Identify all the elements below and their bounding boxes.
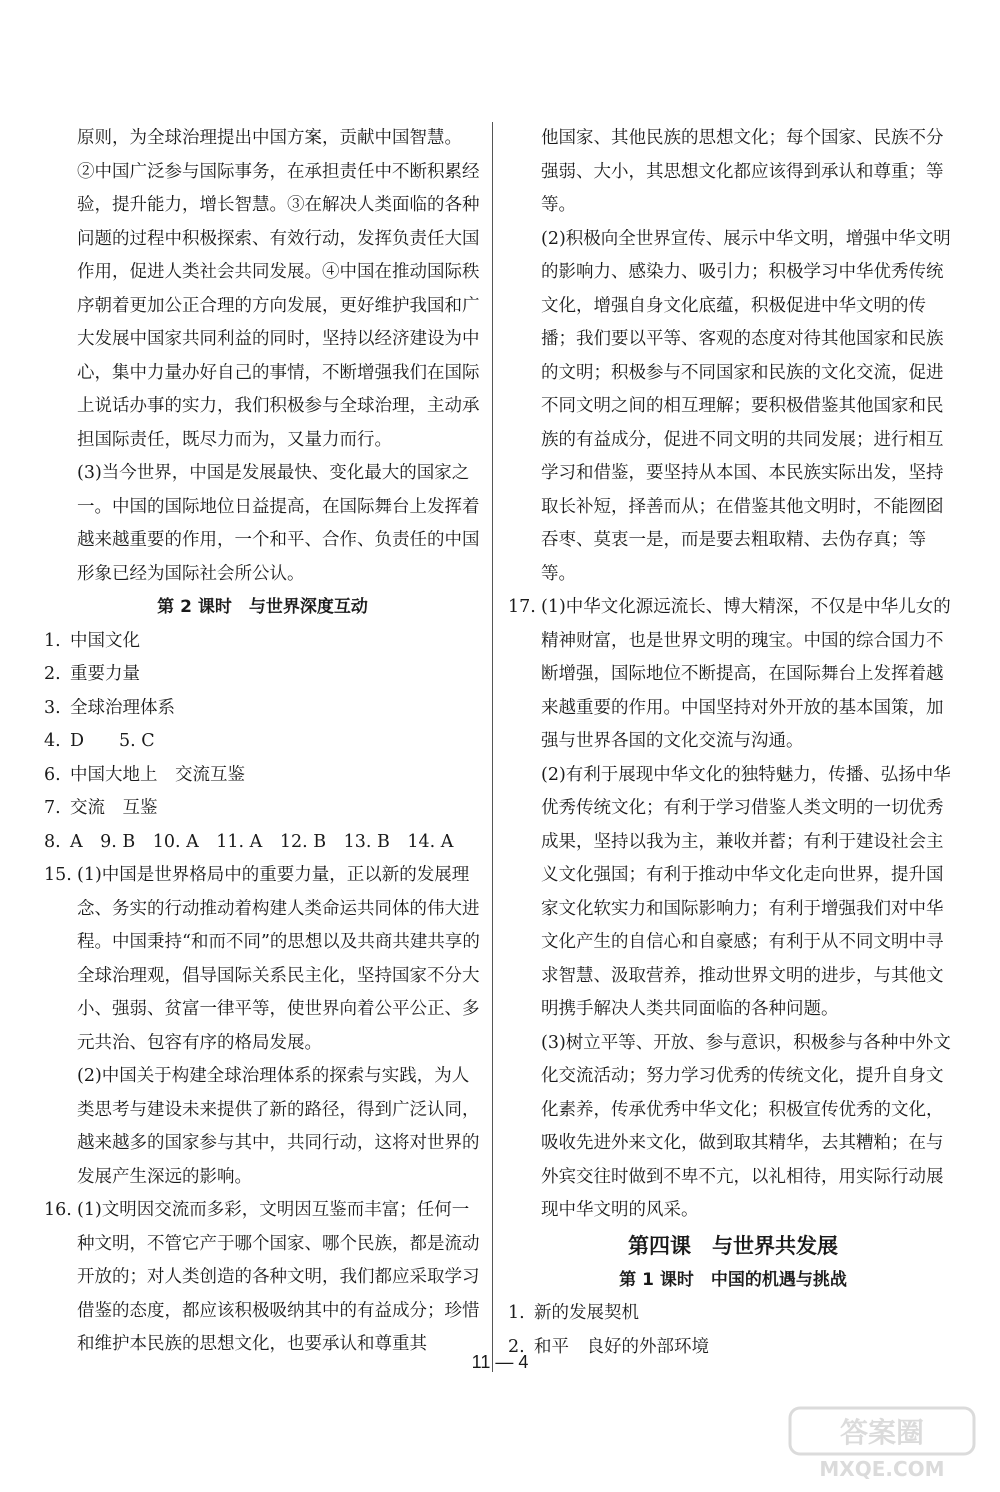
answer-text: 全球治理体系 <box>70 697 175 718</box>
section-title: 第 2 课时 与世界深度互动 <box>157 597 368 617</box>
lesson-title: 第四课 与世界共发展 <box>628 1233 838 1258</box>
answer-number: 17. <box>508 597 536 617</box>
answer-number: 16. <box>44 1200 72 1220</box>
answer-number: 3. <box>44 697 61 718</box>
answer-number: 1. <box>508 1303 525 1323</box>
answer-item <box>44 692 481 726</box>
answer-text: 中国大地上 交流互鉴 <box>70 764 245 785</box>
answer-paragraph: 他国家、其他民族的思想文化；每个国家、民族不分强弱、大小，其思想文化都应该得到承认和尊重；等等。 <box>541 128 944 215</box>
answer-item <box>44 826 481 860</box>
answer-number: 15. <box>44 865 72 885</box>
answer-text: 中国文化 <box>70 630 140 651</box>
watermark-logo <box>782 1402 982 1482</box>
answer-paragraph: (2)有利于展现中华文化的独特魅力，传播、弘扬中华优秀传统文化；有利于学习借鉴人类文明的一切优秀成果，坚持以我为主，兼收并蓄；有利于建设社会主义文化强国；有利于推动中华文化走向世界，提升国家文化软实力和国际影响力；有利于增强我们对中华文化产生的自信心和自豪感；有利于从不同文明中寻求智慧、汲取营养，推动世界文明的进步，与其他文明携手解决人类共同面临的各种问题。 <box>541 764 951 1019</box>
answer-number: 2. <box>44 664 61 684</box>
answer-text: (1)中华文化源远流长、博大精深，不仅是中华儿女的精神财富，也是世界文明的瑰宝。中国的综合国力不断增强，国际地位不断提高，在国际舞台上发挥着越来越重要的作用。中国坚持对外开放的基本国策，加强与世界各国的文化交流与沟通。 <box>541 597 951 751</box>
page-number: 11 — 4 <box>471 1352 529 1372</box>
answer-item <box>44 658 481 692</box>
answer-number: 8. <box>44 831 61 852</box>
right-column <box>508 122 958 1364</box>
answer-number: 2. <box>508 1336 525 1357</box>
left-column <box>44 122 481 1362</box>
answer-item <box>44 725 481 759</box>
svg-text:MXQE.COM: MXQE.COM <box>819 1457 945 1481</box>
answer-text: A 9. B 10. A 11. A 12. B 13. B 14. A <box>70 831 454 852</box>
answer-paragraph: (3)当今世界，中国是发展最快、变化最大的国家之一。中国的国际地位日益提高，在国际舞台上发挥着越来越重要的作用，一个和平、合作、负责任的中国形象已经为国际社会所公认。 <box>77 463 480 584</box>
answer-text: D 5. C <box>70 731 155 751</box>
answer-item <box>44 625 481 659</box>
answer-text: 交流 互鉴 <box>70 798 158 818</box>
answer-text: 重要力量 <box>70 664 140 684</box>
answer-item <box>44 792 481 826</box>
answer-number: 6. <box>44 764 61 785</box>
answer-number: 4. <box>44 731 61 751</box>
answer-item <box>44 759 481 793</box>
question-16 <box>44 1194 481 1362</box>
answer-paragraph: (3)树立平等、开放、参与意识，积极参与各种中外文化交流活动；努力学习优秀的传统文化，提升自身文化素养，传承优秀中华文化；积极宣传优秀的文化，吸收先进外来文化，做到取其精华，去其糟粕；在与外宾交往时做到不卑不亢，以礼相待，用实际行动展现中华文明的风采。 <box>541 1032 951 1220</box>
svg-text:答案圈: 答案圈 <box>839 1416 925 1449</box>
answer-number: 1. <box>44 630 61 651</box>
answer-item <box>508 1297 958 1331</box>
answer-text: 和平 良好的外部环境 <box>534 1336 709 1357</box>
question-15 <box>44 859 481 1060</box>
answer-text: (1)中国是世界格局中的重要力量，正以新的发展理念、务实的行动推动着构建人类命运共同体的伟大进程。中国秉持“和而不同”的思想以及共商共建共享的全球治理观，倡导国际关系民主化，坚持国家不分大小、强弱、贫富一律平等，使世界向着公平公正、多元共治、包容有序的格局发展。 <box>77 865 480 1053</box>
question-17 <box>508 591 958 759</box>
answer-number: 7. <box>44 798 61 818</box>
answer-paragraph: 原则，为全球治理提出中国方案，贡献中国智慧。 <box>77 128 462 148</box>
answer-text: (1)文明因交流而多彩，文明因互鉴而丰富；任何一种文明，不管它产于哪个国家、哪个民族，都是流动开放的；对人类创造的各种文明，我们都应采取学习借鉴的态度，都应该积极吸纳其中的有益成分；珍惜和维护本民族的思想文化，也要承认和尊重其 <box>77 1200 480 1354</box>
answer-paragraph: ②中国广泛参与国际事务，在承担责任中不断积累经验，提升能力，增长智慧。③在解决人类面临的各种问题的过程中积极探索、有效行动，发挥负责任大国作用，促进人类社会共同发展。④中国在推动国际秩序朝着更加公正合理的方向发展，更好维护我国和广大发展中国家共同利益的同时，坚持以经济建设为中心，集中力量办好自己的事情，不断增强我们在国际上说话办事的实力，我们积极参与全球治理，主动承担国际责任，既尽力而为，又量力而行。 <box>77 161 480 450</box>
answer-paragraph: (2)中国关于构建全球治理体系的探索与实践，为人类思考与建设未来提供了新的路径，得到广泛认同，越来越多的国家参与其中，共同行动，这将对世界的发展产生深远的影响。 <box>77 1066 480 1187</box>
column-divider <box>492 122 493 1372</box>
answer-paragraph: (2)积极向全世界宣传、展示中华文明，增强中华文明的影响力、感染力、吸引力；积极学习中华优秀传统文化，增强自身文化底蕴，积极促进中华文明的传播；我们要以平等、客观的态度对待其他国家和民族的文明；积极参与不同国家和民族的文化交流，促进不同文明之间的相互理解；要积极借鉴其他国家和民族的有益成分，促进不同文明的共同发展；进行相互学习和借鉴，要坚持从本国、本民族实际出发，坚持取长补短，择善而从；在借鉴其他文明时，不能囫囵吞枣、莫衷一是，而是要去粗取精、去伪存真；等等。 <box>541 228 951 584</box>
answer-text: 新的发展契机 <box>534 1303 639 1323</box>
section-title: 第 1 课时 中国的机遇与挑战 <box>619 1269 847 1290</box>
